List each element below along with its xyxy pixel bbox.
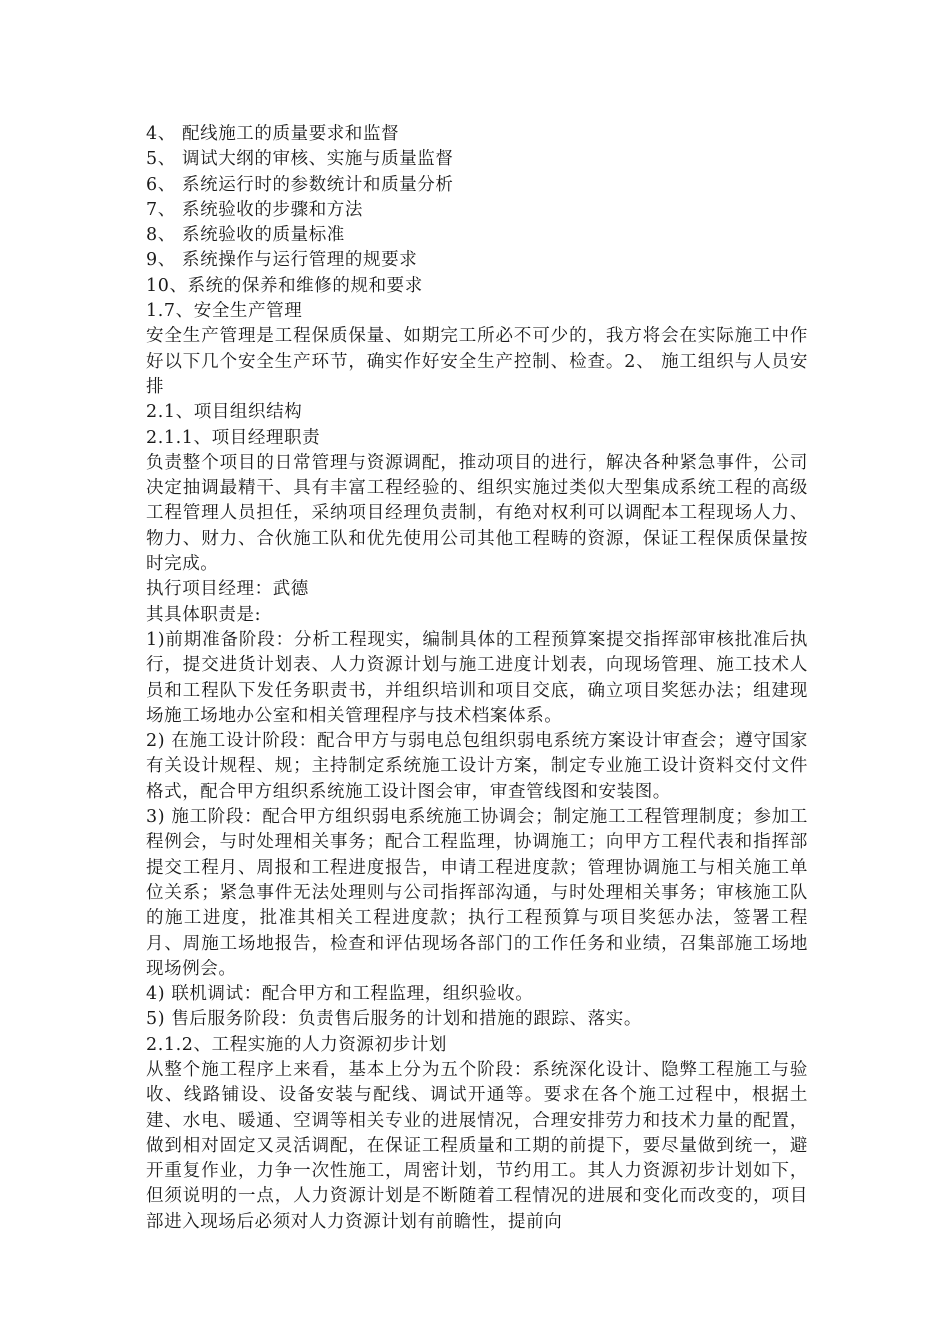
- duties-intro-line: 其具体职责是:: [146, 604, 262, 625]
- list-item-6: 6、 系统运行时的参数统计和质量分析: [146, 174, 454, 195]
- list-item-7: 7、 系统验收的步骤和方法: [146, 199, 363, 220]
- list-item-9: 9、 系统操作与运行管理的规要求: [146, 250, 418, 271]
- paragraph-phase-after-sales: 5) 售后服务阶段：负责售后服务的计划和措施的跟踪、落实。: [146, 1009, 642, 1030]
- paragraph-phase-design: 2) 在施工设计阶段：配合甲方与弱电总包组织弱电系统方案设计审查会；遵守国家有关设计规程、规；主持制定系统施工设计方案，制定专业施工设计资料交付文件格式，配合甲方组织系统施工设计图会审，审查管线图和安装图。: [146, 731, 808, 802]
- paragraph-hr-plan: 从整个施工程序上来看，基本上分为五个阶段：系统深化设计、隐弊工程施工与验收、线路铺设、设备安装与配线、调试开通等。要求在各个施工过程中，根据土建、水电、暖通、空调等相关专业的进展情况，合理安排劳力和技术力量的配置，做到相对固定又灵活调配，在保证工程质量和工期的前提下，要尽量做到统一，避开重复作业，力争一次性施工，周密计划，节约用工。其人力资源初步计划如下，但须说明的一点，人力资源计划是不断随着工程情况的进展和变化而改变的，项目部进入现场后必须对人力资源计划有前瞻性，提前向: [146, 1059, 808, 1232]
- document-body: [146, 122, 808, 1235]
- paragraph-phase-construction: 3) 施工阶段：配合甲方组织弱电系统施工协调会；制定施工工程管理制度；参加工程例会，与时处理相关事务；配合工程监理，协调施工；向甲方工程代表和指挥部提交工程月、周报和工程进度报告，申请工程进度款；管理协调施工与相关施工单位关系；紧急事件无法处理则与公司指挥部沟通，与时处理相关事务；审核施工队的施工进度，批准其相关工程进度款；执行工程预算与项目奖惩办法，签署工程月、周施工场地报告，检查和评估现场各部门的工作任务和业绩，召集部施工场地现场例会。: [146, 807, 808, 979]
- list-item-5: 5、 调试大纲的审核、实施与质量监督: [146, 149, 454, 170]
- section-heading-2-1-2: 2.1.2、工程实施的人力资源初步计划: [146, 1034, 447, 1055]
- paragraph-manager-duties: 负责整个项目的日常管理与资源调配，推动项目的进行，解决各种紧急事件，公司决定抽调最精干、具有丰富工程经验的、组织实施过类似大型集成系统工程的高级工程管理人员担任，采纳项目经理负责制，有绝对权利可以调配本工程现场人力、物力、财力、合伙施工队和优先使用公司其他工程畴的资源，保证工程保质保量按时完成。: [146, 452, 808, 575]
- list-item-8: 8、 系统验收的质量标准: [146, 225, 345, 246]
- section-heading-1-7: 1.7、安全生产管理: [146, 301, 303, 322]
- list-item-4: 4、 配线施工的质量要求和监督: [146, 124, 400, 144]
- section-heading-2-1-1: 2.1.1、项目经理职责: [146, 427, 321, 448]
- paragraph-phase-preparation: 1)前期准备阶段：分析工程现实，编制具体的工程预算案提交指挥部审核批准后执行，提交进货计划表、人力资源计划与施工进度计划表，向现场管理、施工技术人员和工程队下发任务职责书，并组织培训和项目交底，确立项目奖惩办法；组建现场施工场地办公室和相关管理程序与技术档案体系。: [146, 629, 808, 726]
- paragraph-phase-commissioning: 4) 联机调试：配合甲方和工程监理，组织验收。: [146, 984, 534, 1005]
- executive-manager-line: 执行项目经理：武德: [146, 579, 309, 600]
- list-item-10: 10、系统的保养和维修的规和要求: [146, 275, 423, 296]
- paragraph-safety-management: 安全生产管理是工程保质保量、如期完工所必不可少的，我方将会在实际施工中作好以下几个安全生产环节，确实作好安全生产控制、检查。2、 施工组织与人员安排: [146, 326, 808, 397]
- section-heading-2-1: 2.1、项目组织结构: [146, 402, 303, 423]
